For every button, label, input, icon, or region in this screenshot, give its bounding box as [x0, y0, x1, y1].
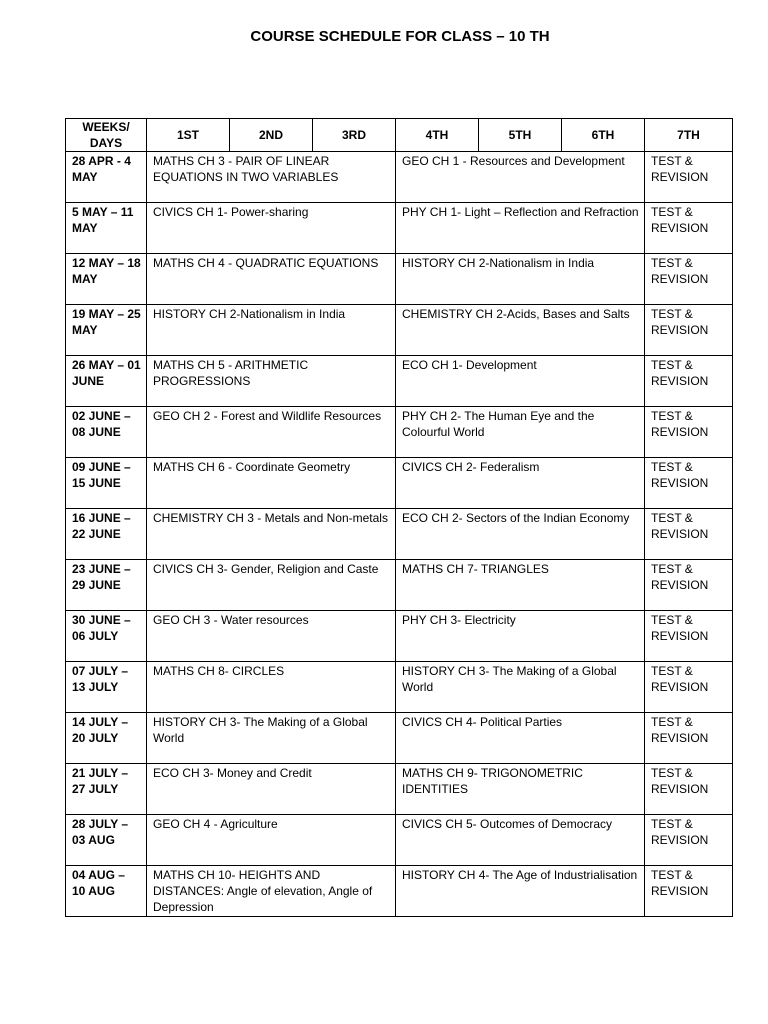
period-7-cell	[645, 407, 733, 458]
periods-4-6-cell-text: MATHS CH 7- TRIANGLES	[402, 562, 549, 576]
week-cell-text: 09 JUNE – 15 JUNE	[72, 460, 131, 490]
table-row	[66, 254, 733, 305]
periods-1-3-cell	[147, 815, 396, 866]
week-cell	[66, 611, 147, 662]
periods-4-6-cell-text: ECO CH 1- Development	[402, 358, 537, 372]
periods-1-3-cell-text: ECO CH 3- Money and Credit	[153, 766, 312, 780]
periods-4-6-cell-text: MATHS CH 9- TRIGONOMETRIC IDENTITIES	[402, 766, 583, 796]
periods-1-3-cell	[147, 611, 396, 662]
periods-4-6-cell	[396, 458, 645, 509]
periods-1-3-cell-text: GEO CH 2 - Forest and Wildlife Resources	[153, 409, 382, 423]
period-7-cell	[645, 203, 733, 254]
periods-4-6-cell	[396, 815, 645, 866]
table-row	[66, 662, 733, 713]
table-row	[66, 203, 733, 254]
periods-1-3-cell	[147, 305, 396, 356]
periods-4-6-cell-text: HISTORY CH 4- The Age of Industrialisation	[402, 868, 638, 882]
week-cell-text: 23 JUNE – 29 JUNE	[72, 562, 131, 592]
week-cell	[66, 560, 147, 611]
periods-1-3-cell	[147, 152, 396, 203]
periods-1-3-cell-text: MATHS CH 5 - ARITHMETIC PROGRESSIONS	[153, 358, 309, 388]
week-cell-text: 26 MAY – 01 JUNE	[72, 358, 141, 388]
periods-1-3-cell	[147, 866, 396, 917]
week-cell-text: 19 MAY – 25 MAY	[72, 307, 141, 337]
periods-4-6-cell	[396, 356, 645, 407]
periods-1-3-cell-text: MATHS CH 3 - PAIR OF LINEAR EQUATIONS IN TWO VARIABLES	[153, 154, 339, 184]
periods-4-6-cell	[396, 764, 645, 815]
table-row	[66, 560, 733, 611]
periods-1-3-cell	[147, 662, 396, 713]
periods-4-6-cell-text: CIVICS CH 4- Political Parties	[402, 715, 563, 729]
period-7-cell	[645, 356, 733, 407]
period-7-cell-text: TEST & REVISION	[651, 307, 709, 337]
table-row	[66, 152, 733, 203]
header-cell-1st: 1ST	[147, 119, 230, 152]
page-title: COURSE SCHEDULE FOR CLASS – 10 TH	[250, 28, 550, 45]
week-cell-text: 28 JULY – 03 AUG	[72, 817, 129, 847]
periods-1-3-cell	[147, 407, 396, 458]
periods-4-6-cell-text: CIVICS CH 5- Outcomes of Democracy	[402, 817, 613, 831]
periods-4-6-cell-text: CIVICS CH 2- Federalism	[402, 460, 540, 474]
periods-1-3-cell	[147, 254, 396, 305]
header-cell-3rd: 3RD	[313, 119, 396, 152]
header-cell-4th: 4TH	[396, 119, 479, 152]
period-7-cell-text: TEST & REVISION	[651, 817, 709, 847]
week-cell	[66, 305, 147, 356]
periods-1-3-cell-text: CIVICS CH 3- Gender, Religion and Caste	[153, 562, 379, 576]
week-cell-text: 30 JUNE – 06 JULY	[72, 613, 131, 643]
period-7-cell-text: TEST & REVISION	[651, 562, 709, 592]
periods-1-3-cell	[147, 560, 396, 611]
periods-1-3-cell	[147, 509, 396, 560]
week-cell-text: 14 JULY – 20 JULY	[72, 715, 129, 745]
period-7-cell-text: TEST & REVISION	[651, 511, 709, 541]
period-7-cell-text: TEST & REVISION	[651, 409, 709, 439]
table-row	[66, 611, 733, 662]
table-row	[66, 356, 733, 407]
table-row	[66, 866, 733, 917]
periods-4-6-cell-text: CHEMISTRY CH 2-Acids, Bases and Salts	[402, 307, 630, 321]
header-cell-5th: 5TH	[479, 119, 562, 152]
periods-4-6-cell-text: PHY CH 3- Electricity	[402, 613, 516, 627]
week-cell-text: 16 JUNE – 22 JUNE	[72, 511, 131, 541]
period-7-cell-text: TEST & REVISION	[651, 205, 709, 235]
week-cell	[66, 407, 147, 458]
periods-1-3-cell	[147, 764, 396, 815]
periods-4-6-cell	[396, 509, 645, 560]
table-row	[66, 713, 733, 764]
periods-1-3-cell-text: HISTORY CH 3- The Making of a Global World	[153, 715, 368, 745]
periods-4-6-cell	[396, 407, 645, 458]
week-cell	[66, 152, 147, 203]
header-cell-weeks: WEEKS/ DAYS	[66, 119, 147, 152]
week-cell	[66, 509, 147, 560]
period-7-cell-text: TEST & REVISION	[651, 154, 709, 184]
period-7-cell	[645, 713, 733, 764]
week-cell-text: 21 JULY – 27 JULY	[72, 766, 129, 796]
periods-4-6-cell-text: PHY CH 2- The Human Eye and the Colourful World	[402, 409, 595, 439]
week-cell	[66, 662, 147, 713]
periods-1-3-cell-text: MATHS CH 8- CIRCLES	[153, 664, 285, 678]
week-cell	[66, 203, 147, 254]
table-row	[66, 815, 733, 866]
periods-1-3-cell-text: MATHS CH 6 - Coordinate Geometry	[153, 460, 351, 474]
week-cell-text: 28 APR - 4 MAY	[72, 154, 131, 184]
periods-4-6-cell	[396, 560, 645, 611]
period-7-cell	[645, 254, 733, 305]
period-7-cell	[645, 560, 733, 611]
period-7-cell	[645, 152, 733, 203]
table-row	[66, 509, 733, 560]
periods-1-3-cell-text: MATHS CH 10- HEIGHTS AND DISTANCES: Angle of elevation, Angle of Depression	[153, 868, 373, 914]
periods-4-6-cell	[396, 866, 645, 917]
periods-1-3-cell-text: CHEMISTRY CH 3 - Metals and Non-metals	[153, 511, 388, 525]
period-7-cell	[645, 815, 733, 866]
week-cell	[66, 458, 147, 509]
week-cell-text: 12 MAY – 18 MAY	[72, 256, 141, 286]
week-cell	[66, 713, 147, 764]
periods-4-6-cell-text: GEO CH 1 - Resources and Development	[402, 154, 625, 168]
periods-1-3-cell	[147, 356, 396, 407]
schedule-body	[66, 152, 733, 917]
schedule-table	[65, 118, 733, 917]
periods-4-6-cell-text: ECO CH 2- Sectors of the Indian Economy	[402, 511, 630, 525]
period-7-cell	[645, 866, 733, 917]
header-cell-6th: 6TH	[562, 119, 645, 152]
period-7-cell	[645, 509, 733, 560]
periods-4-6-cell	[396, 662, 645, 713]
week-cell	[66, 866, 147, 917]
period-7-cell	[645, 305, 733, 356]
periods-4-6-cell-text: HISTORY CH 2-Nationalism in India	[402, 256, 595, 270]
period-7-cell-text: TEST & REVISION	[651, 715, 709, 745]
header-row	[66, 119, 733, 152]
period-7-cell	[645, 611, 733, 662]
period-7-cell	[645, 764, 733, 815]
week-cell	[66, 764, 147, 815]
period-7-cell-text: TEST & REVISION	[651, 460, 709, 490]
table-row	[66, 458, 733, 509]
table-row	[66, 407, 733, 458]
period-7-cell-text: TEST & REVISION	[651, 613, 709, 643]
week-cell	[66, 356, 147, 407]
week-cell-text: 04 AUG – 10 AUG	[72, 868, 125, 898]
periods-4-6-cell	[396, 611, 645, 662]
periods-1-3-cell-text: GEO CH 4 - Agriculture	[153, 817, 278, 831]
week-cell	[66, 254, 147, 305]
periods-4-6-cell	[396, 713, 645, 764]
period-7-cell-text: TEST & REVISION	[651, 664, 709, 694]
periods-1-3-cell	[147, 713, 396, 764]
periods-4-6-cell-text: PHY CH 1- Light – Reflection and Refraction	[402, 205, 639, 219]
periods-1-3-cell	[147, 203, 396, 254]
header-cell-2nd: 2ND	[230, 119, 313, 152]
table-row	[66, 764, 733, 815]
week-cell-text: 02 JUNE – 08 JUNE	[72, 409, 131, 439]
periods-4-6-cell	[396, 305, 645, 356]
period-7-cell-text: TEST & REVISION	[651, 766, 709, 796]
period-7-cell-text: TEST & REVISION	[651, 868, 709, 898]
periods-4-6-cell	[396, 254, 645, 305]
periods-1-3-cell-text: GEO CH 3 - Water resources	[153, 613, 309, 627]
periods-4-6-cell	[396, 152, 645, 203]
periods-4-6-cell	[396, 203, 645, 254]
header-cell-7th: 7TH	[645, 119, 733, 152]
periods-4-6-cell-text: HISTORY CH 3- The Making of a Global World	[402, 664, 617, 694]
week-cell	[66, 815, 147, 866]
period-7-cell-text: TEST & REVISION	[651, 358, 709, 388]
week-cell-text: 5 MAY – 11 MAY	[72, 205, 134, 235]
period-7-cell-text: TEST & REVISION	[651, 256, 709, 286]
period-7-cell	[645, 662, 733, 713]
week-cell-text: 07 JULY – 13 JULY	[72, 664, 129, 694]
table-row	[66, 305, 733, 356]
periods-1-3-cell-text: HISTORY CH 2-Nationalism in India	[153, 307, 346, 321]
periods-1-3-cell-text: CIVICS CH 1- Power-sharing	[153, 205, 309, 219]
periods-1-3-cell-text: MATHS CH 4 - QUADRATIC EQUATIONS	[153, 256, 379, 270]
period-7-cell	[645, 458, 733, 509]
periods-1-3-cell	[147, 458, 396, 509]
